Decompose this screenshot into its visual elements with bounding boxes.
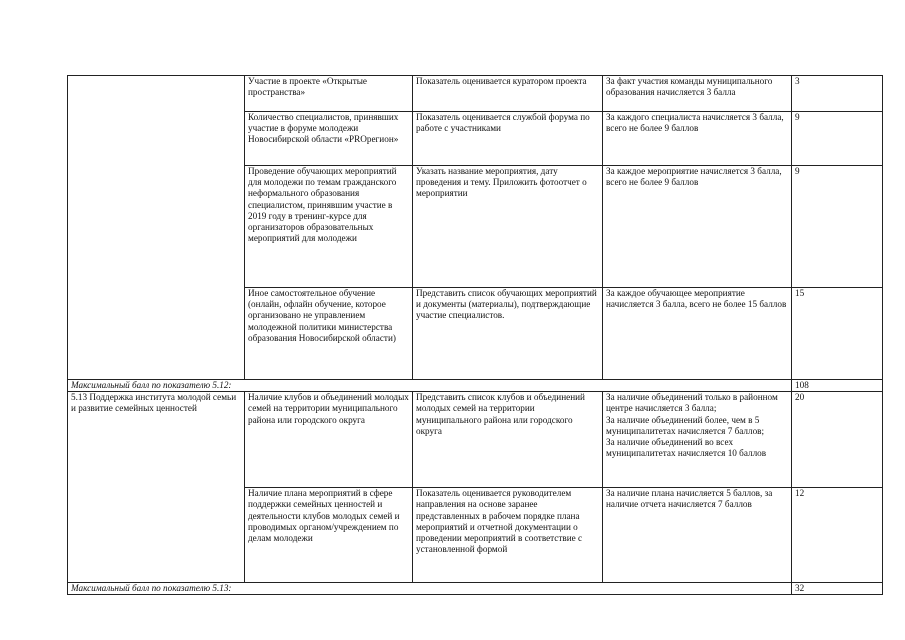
- criterion-name: Участие в проекте «Открытые пространства»: [245, 76, 413, 112]
- assessment-method: Показатель оценивается руководителем направления на основе заранее представленных в рабочем порядке плана мероприятий и отчетной документации о проведении мероприятий в соответствие с установленной формой: [413, 488, 603, 583]
- max-score: 3: [792, 76, 883, 112]
- assessment-method: Показатель оценивается службой форума по работе с участниками: [413, 112, 603, 166]
- criterion-name: Иное самостоятельное обучение (онлайн, офлайн обучение, которое организовано не управлением молодежной политики министерства образования Новосибирской области): [245, 288, 413, 380]
- total-row: [68, 583, 883, 595]
- total-value: 32: [792, 583, 883, 595]
- max-score: 9: [792, 166, 883, 288]
- scoring-rule: За каждого специалиста начисляется 3 балла, всего не более 9 баллов: [603, 112, 792, 166]
- max-score: 9: [792, 112, 883, 166]
- criterion-name: Наличие плана мероприятий в сфере поддержки семейных ценностей и деятельности клубов молодых семей и проводимых органом/учреждением по делам молодежи: [245, 488, 413, 583]
- criterion-name: Наличие клубов и объединений молодых семей на территории муниципального района или городского округа: [245, 392, 413, 488]
- criteria-table: [67, 75, 883, 595]
- total-label: Максимальный балл по показателю 5.12:: [68, 380, 792, 392]
- total-row: [68, 380, 883, 392]
- scoring-rule: [603, 392, 792, 488]
- total-value: 108: [792, 380, 883, 392]
- assessment-method: Представить список обучающих мероприятий и документы (материалы), подтверждающие участие специалистов.: [413, 288, 603, 380]
- assessment-method: Указать название мероприятия, дату проведения и тему. Приложить фотоотчет о мероприятии: [413, 166, 603, 288]
- scoring-rule: За наличие плана начисляется 5 баллов, за наличие отчета начисляется 7 баллов: [603, 488, 792, 583]
- scoring-rule-line: За наличие объединений более, чем в 5 муниципалитетах начисляется 7 баллов;: [606, 414, 765, 436]
- scoring-rule-line: За наличие объединений только в районном центре начисляется 3 балла;: [606, 392, 778, 414]
- scoring-rule-line: За наличие объединений во всех муниципалитетах начисляется 10 баллов: [606, 437, 767, 459]
- criterion-name: Количество специалистов, принявших участие в форуме молодежи Новосибирской области «PROрегион»: [245, 112, 413, 166]
- total-label: Максимальный балл по показателю 5.13:: [68, 583, 792, 595]
- max-score: 12: [792, 488, 883, 583]
- assessment-method: Представить список клубов и объединений молодых семей на территории муниципального района или городского округа: [413, 392, 603, 488]
- scoring-rule: За факт участия команды муниципального образования начисляется 3 балла: [603, 76, 792, 112]
- table-row: [68, 392, 883, 488]
- max-score: 15: [792, 288, 883, 380]
- indicator-cell-empty: [68, 76, 245, 380]
- scoring-rule: За каждое обучающее мероприятие начисляется 3 балла, всего не более 15 баллов: [603, 288, 792, 380]
- assessment-method: Показатель оценивается куратором проекта: [413, 76, 603, 112]
- max-score: 20: [792, 392, 883, 488]
- table-row: [68, 76, 883, 112]
- indicator-name: 5.13 Поддержка института молодой семьи и развитие семейных ценностей: [68, 392, 245, 583]
- criterion-name: Проведение обучающих мероприятий для молодежи по темам гражданского неформального образования специалистом, принявшим участие в 2019 году в тренинг-курсе для организаторов образовательных мероприятий для молодежи: [245, 166, 413, 288]
- scoring-rule: За каждое мероприятие начисляется 3 балла, всего не более 9 баллов: [603, 166, 792, 288]
